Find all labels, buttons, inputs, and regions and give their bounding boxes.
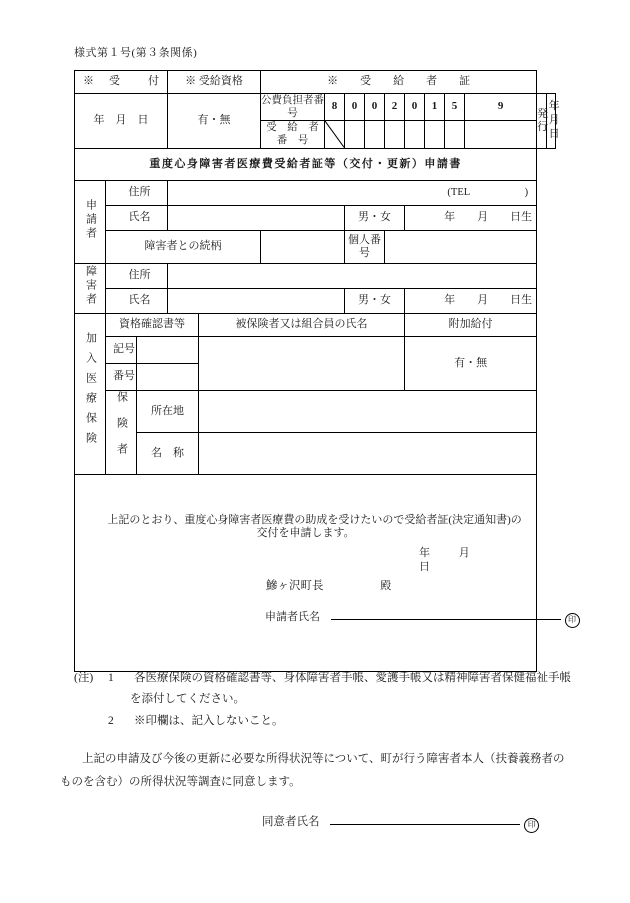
application-form-table bbox=[74, 70, 576, 672]
issue-date-field[interactable]: 年 月 日 bbox=[546, 94, 555, 149]
applicant-signature-line[interactable] bbox=[89, 607, 576, 628]
notes-head: (注) bbox=[74, 672, 94, 684]
note-item bbox=[74, 668, 594, 689]
applicant-birthdate-field[interactable]: 年 月 日生 bbox=[405, 206, 537, 231]
qualification-label: 資格確認書等 bbox=[106, 314, 199, 337]
note-number: 2 bbox=[108, 714, 114, 727]
disabled-section-label bbox=[75, 264, 106, 314]
consent-block bbox=[60, 748, 600, 794]
reception-label: ※ 受 付 bbox=[75, 71, 168, 94]
insurer-label bbox=[106, 391, 137, 475]
recipient-number-digit[interactable] bbox=[345, 121, 365, 148]
consent-line-1: 上記の申請及び今後の更新に必要な所得状況等について、町が行う障害者本人（扶養義務者の bbox=[82, 753, 565, 765]
applicant-tel-open: (TEL bbox=[447, 187, 471, 199]
mynumber-label: 個人番号 bbox=[345, 231, 385, 264]
note-item bbox=[74, 711, 594, 732]
eligibility-label: ※ 受給資格 bbox=[168, 71, 261, 94]
insurer-name-label: 名 称 bbox=[137, 433, 199, 475]
insurance-section-label-text: 加入医療保険 bbox=[84, 331, 97, 452]
disabled-name-label: 氏名 bbox=[106, 289, 168, 314]
consent-signature-line[interactable] bbox=[262, 812, 539, 833]
insurer-name-row bbox=[75, 433, 556, 475]
disabled-address-field[interactable] bbox=[168, 264, 537, 289]
disabled-section-label-text: 障害者 bbox=[84, 265, 97, 308]
consent-signature-label: 同意者氏名 bbox=[262, 816, 320, 828]
insurance-symbol-row bbox=[75, 337, 556, 364]
addressee-honorific: 殿 bbox=[380, 579, 392, 592]
applicant-signature-label: 申請者氏名 bbox=[265, 611, 320, 624]
applicant-address-label: 住所 bbox=[106, 181, 168, 206]
public-payer-digit: 0 bbox=[405, 94, 425, 121]
applicant-section-label bbox=[75, 181, 106, 264]
public-payer-digit: 8 bbox=[325, 94, 345, 121]
mynumber-value-field[interactable] bbox=[385, 231, 537, 264]
recipient-number-digit-blocked bbox=[325, 121, 345, 148]
recipient-number-label: 受 給 者 番 号 bbox=[261, 121, 325, 148]
symbol-label: 記号 bbox=[106, 337, 137, 364]
consent-signature-rule[interactable] bbox=[330, 812, 520, 825]
note-number: 1 bbox=[108, 672, 114, 684]
insured-name-label: 被保険者又は組合員の氏名 bbox=[199, 314, 405, 337]
applicant-address-row bbox=[75, 181, 556, 206]
applicant-name-field[interactable] bbox=[168, 206, 345, 231]
notes-block bbox=[74, 668, 594, 732]
statement-line-1: 上記のとおり、重度心身障害者医療費の助成を受けたいので受給者証(決定通知書)の bbox=[107, 513, 522, 526]
certificate-label: ※ 受 給 者 証 bbox=[261, 71, 537, 94]
symbol-field[interactable] bbox=[137, 337, 199, 364]
recipient-number-digit[interactable] bbox=[405, 121, 425, 148]
number-field[interactable] bbox=[137, 364, 199, 391]
applicant-section-label-text: 申請者 bbox=[84, 198, 97, 241]
statement-date-day: 日 bbox=[419, 560, 430, 573]
applicant-name-label: 氏名 bbox=[106, 206, 168, 231]
statement-date-year: 年 bbox=[419, 547, 430, 560]
disabled-address-label: 住所 bbox=[106, 264, 168, 289]
statement-row bbox=[75, 475, 556, 672]
number-label: 番号 bbox=[106, 364, 137, 391]
page-title: 重度心身障害者医療費受給者証等（交付・更新）申請書 bbox=[75, 148, 537, 181]
title-row bbox=[75, 148, 556, 181]
issue-label-line1: 発 bbox=[537, 108, 549, 121]
reception-date-field[interactable]: 年 月 日 bbox=[75, 94, 168, 149]
insured-name-field[interactable] bbox=[199, 337, 405, 391]
statement-date-month: 月 bbox=[458, 547, 470, 560]
addressee-name: 鰺ヶ沢町長 bbox=[265, 579, 324, 592]
applicant-address-field[interactable] bbox=[168, 181, 537, 206]
public-payer-digit: 0 bbox=[345, 94, 365, 121]
statement-line-2: 交付を申請します。 bbox=[256, 527, 355, 540]
disabled-birthdate-field[interactable]: 年 月 日生 bbox=[405, 289, 537, 314]
applicant-name-row bbox=[75, 206, 556, 231]
applicant-tel-close: ) bbox=[524, 187, 529, 199]
recipient-number-digit[interactable] bbox=[445, 121, 465, 148]
recipient-number-digit[interactable] bbox=[465, 121, 537, 148]
additional-benefit-value[interactable]: 有・無 bbox=[405, 337, 537, 391]
applicant-gender-field[interactable]: 男・女 bbox=[345, 206, 405, 231]
recipient-number-digit[interactable] bbox=[385, 121, 405, 148]
issue-label-line2: 行 bbox=[537, 120, 549, 133]
recipient-number-digit[interactable] bbox=[425, 121, 445, 148]
applicant-signature-rule[interactable] bbox=[331, 607, 561, 620]
public-payer-digit: 5 bbox=[445, 94, 465, 121]
additional-benefit-label: 附加給付 bbox=[405, 314, 537, 337]
diagonal-strike-icon bbox=[325, 121, 344, 147]
note-text-cont: を添付してください。 bbox=[130, 693, 245, 706]
eligibility-value[interactable]: 有・無 bbox=[168, 94, 261, 149]
insurance-section-label bbox=[75, 314, 106, 475]
insurer-name-field[interactable] bbox=[199, 433, 537, 475]
insurance-header-row bbox=[75, 314, 556, 337]
public-payer-digit: 9 bbox=[465, 94, 537, 121]
public-payer-digit: 2 bbox=[385, 94, 405, 121]
header-label-row bbox=[75, 71, 556, 94]
public-payer-digit: 1 bbox=[425, 94, 445, 121]
disabled-name-field[interactable] bbox=[168, 289, 345, 314]
note-text: ※印欄は、記入しないこと。 bbox=[134, 714, 284, 727]
insurer-location-label: 所在地 bbox=[137, 391, 199, 433]
note-text: 各医療保険の資格確認書等、身体障害者手帳、愛護手帳又は精神障害者保健福祉手帳 bbox=[134, 672, 571, 684]
disabled-gender-field[interactable]: 男・女 bbox=[345, 289, 405, 314]
recipient-number-digit[interactable] bbox=[365, 121, 385, 148]
form-number: 様式第１号(第３条関係) bbox=[74, 47, 198, 59]
seal-icon: 印 bbox=[524, 818, 539, 833]
disabled-address-row bbox=[75, 264, 556, 289]
relation-value-field[interactable] bbox=[261, 231, 345, 264]
seal-icon: 印 bbox=[565, 613, 580, 628]
insurer-location-row bbox=[75, 391, 556, 433]
statement-block bbox=[75, 475, 576, 672]
consent-line-2: ものを含む）の所得状況等調査に同意します。 bbox=[60, 776, 301, 788]
applicant-relation-row bbox=[75, 231, 556, 264]
disabled-name-row bbox=[75, 289, 556, 314]
public-payer-digit: 0 bbox=[365, 94, 385, 121]
relation-label: 障害者との続柄 bbox=[106, 231, 261, 264]
insurer-location-field[interactable] bbox=[199, 391, 537, 433]
public-payer-label: 公費負担者番号 bbox=[261, 95, 325, 120]
statement-date-line[interactable] bbox=[89, 547, 522, 575]
insurer-label-text: 保険者 bbox=[115, 391, 128, 470]
issue-label bbox=[537, 94, 549, 149]
addressee-line bbox=[89, 579, 522, 594]
public-payer-row bbox=[75, 94, 556, 121]
